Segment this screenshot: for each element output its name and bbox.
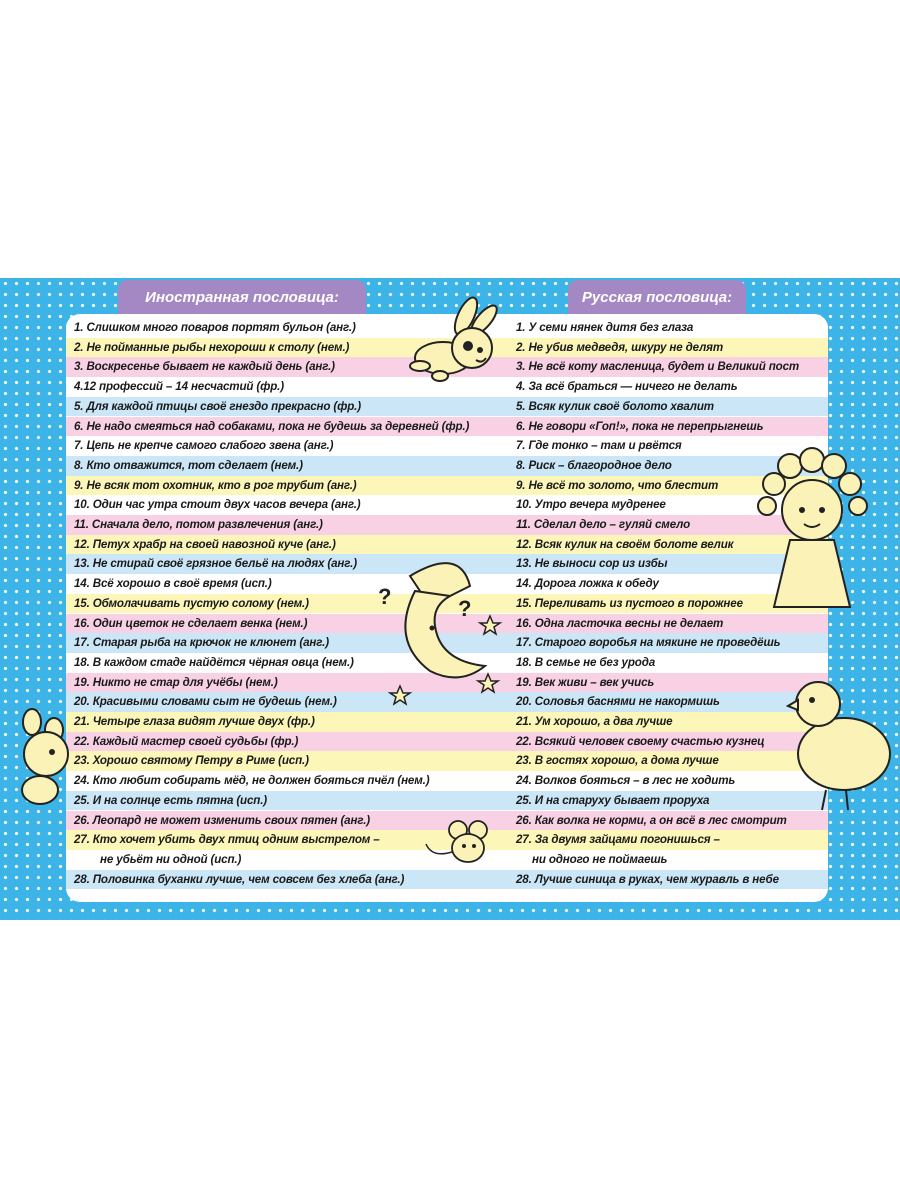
foreign-proverb: 18. В каждом стаде найдётся чёрная овца (нем.) — [74, 655, 354, 669]
foreign-proverb: 23. Хорошо святому Петру в Риме (исп.) — [74, 754, 309, 768]
svg-text:?: ? — [378, 584, 392, 609]
foreign-proverb: 17. Старая рыба на крючок не клюнет (анг.) — [74, 636, 329, 650]
russian-proverb: 27. За двумя зайцами погонишься – — [516, 833, 720, 847]
mouse-illustration — [424, 818, 494, 870]
foreign-proverb: 9. Не всяк тот охотник, кто в рог трубит (анг.) — [74, 478, 357, 492]
russian-proverb: 4. За всё браться — ничего не делать — [516, 380, 738, 394]
foreign-header-label: Иностранная пословица: — [145, 288, 339, 306]
foreign-proverb: 7. Цепь не крепче самого слабого звена (анг.) — [74, 439, 334, 453]
russian-proverb: 26. Как волка не корми, а он всё в лес смотрит — [516, 813, 787, 827]
foreign-proverb: 27. Кто хочет убить двух птиц одним выстрелом – — [74, 833, 380, 847]
chicken-illustration — [786, 664, 896, 814]
russian-proverb: 17. Старого воробья на мякине не проведёшь — [516, 636, 781, 650]
foreign-proverb: 26. Леопард не может изменить своих пятен (анг.) — [74, 813, 370, 827]
foreign-proverb: 8. Кто отважится, тот сделает (нем.) — [74, 458, 303, 472]
russian-header-label: Русская пословица: — [581, 288, 733, 306]
russian-proverb: 16. Одна ласточка весны не делает — [516, 616, 724, 630]
foreign-proverb: 10. Один час утра стоит двух часов вечера (анг.) — [74, 498, 361, 512]
foreign-proverb-header — [118, 280, 366, 314]
foreign-proverb: 5. Для каждой птицы своё гнездо прекрасно (фр.) — [74, 399, 361, 413]
foreign-proverb: 25. И на солнце есть пятна (исп.) — [74, 793, 267, 807]
russian-proverb: 11. Сделал дело – гуляй смело — [516, 518, 691, 531]
foreign-proverb: 21. Четыре глаза видят лучше двух (фр.) — [74, 715, 315, 728]
foreign-proverb: не убьёт ни одной (исп.) — [100, 852, 242, 866]
svg-text:?: ? — [458, 596, 472, 621]
foreign-proverb: 12. Петух храбр на своей навозной куче (анг.) — [74, 537, 336, 551]
foreign-proverb: 14. Всё хорошо в своё время (исп.) — [74, 577, 272, 591]
russian-proverb: 5. Всяк кулик своё болото хвалит — [516, 399, 714, 413]
girl-illustration — [752, 432, 872, 617]
russian-proverb: 14. Дорога ложка к обеду — [516, 577, 659, 591]
russian-proverb: 10. Утро вечера мудренее — [516, 498, 666, 512]
foreign-proverb: 16. Один цветок не сделает венка (нем.) — [74, 616, 308, 630]
foreign-proverb: 24. Кто любит собирать мёд, не должен бояться пчёл (нем.) — [74, 774, 430, 788]
foreign-proverb: 20. Красивыми словами сыт не будешь (нем.) — [74, 695, 337, 709]
foreign-proverb: 2. Не пойманные рыбы нехороши к столу (нем.) — [74, 340, 350, 354]
russian-proverb: 6. Не говори «Гоп!», пока не перепрыгнешь — [516, 419, 764, 433]
foreign-proverb: 19. Никто не стар для учёбы (нем.) — [74, 675, 278, 689]
russian-proverb-header — [568, 280, 746, 314]
russian-proverb: 24. Волков бояться – в лес не ходить — [516, 774, 736, 788]
rabbit-illustration — [398, 296, 508, 386]
foreign-proverb: 1. Слишком много поваров портят бульон (анг.) — [74, 321, 356, 334]
foreign-proverb: 4.12 профессий – 14 несчастий (фр.) — [74, 380, 284, 394]
russian-proverb: 20. Соловья баснями не накормишь — [516, 695, 720, 709]
russian-proverb: 18. В семье не без урода — [516, 655, 656, 669]
russian-proverb: 22. Всякий человек своему счастью кузнец — [516, 734, 765, 748]
foreign-proverb: 13. Не стирай своё грязное бельё на людях (анг.) — [74, 557, 357, 571]
russian-proverb: 3. Не всё коту масленица, будет и Великий пост — [516, 360, 800, 374]
russian-proverb: 2. Не убив медведя, шкуру не делят — [516, 340, 723, 354]
russian-proverb: 23. В гостях хорошо, а дома лучше — [516, 754, 719, 768]
russian-proverb: 25. И на старуху бывает проруха — [516, 793, 710, 807]
foreign-proverb: 28. Половинка буханки лучше, чем совсем без хлеба (анг.) — [74, 872, 405, 886]
foreign-proverb: 15. Обмолачивать пустую солому (нем.) — [74, 596, 309, 610]
russian-proverb: 21. Ум хорошо, а два лучше — [516, 715, 673, 728]
russian-proverb: 12. Всяк кулик на своём болоте велик — [516, 537, 734, 551]
russian-proverb: 15. Переливать из пустого в порожнее — [516, 596, 743, 610]
russian-proverb: 1. У семи нянек дитя без глаза — [516, 321, 694, 334]
foreign-proverb: 22. Каждый мастер своей судьбы (фр.) — [74, 734, 299, 748]
russian-proverb: 19. Век живи – век учись — [516, 675, 655, 689]
foreign-proverb: 3. Воскресенье бывает не каждый день (анг.) — [74, 360, 335, 374]
foreign-proverb: 6. Не надо смеяться над собаками, пока не будешь за деревней (фр.) — [74, 419, 470, 433]
moon-illustration — [370, 546, 510, 706]
russian-proverb: 9. Не всё то золото, что блестит — [516, 478, 719, 492]
foreign-proverb: 11. Сначала дело, потом развлечения (анг.) — [74, 518, 323, 531]
russian-proverb: 7. Где тонко – там и рвётся — [516, 439, 682, 453]
russian-proverb: 28. Лучше синица в руках, чем журавль в небе — [516, 872, 779, 886]
russian-proverb: 8. Риск – благородное дело — [516, 458, 672, 472]
bear-illustration — [12, 708, 80, 808]
russian-proverb: 13. Не выноси сор из избы — [516, 557, 668, 571]
russian-proverb: ни одного не поймаешь — [532, 852, 668, 866]
